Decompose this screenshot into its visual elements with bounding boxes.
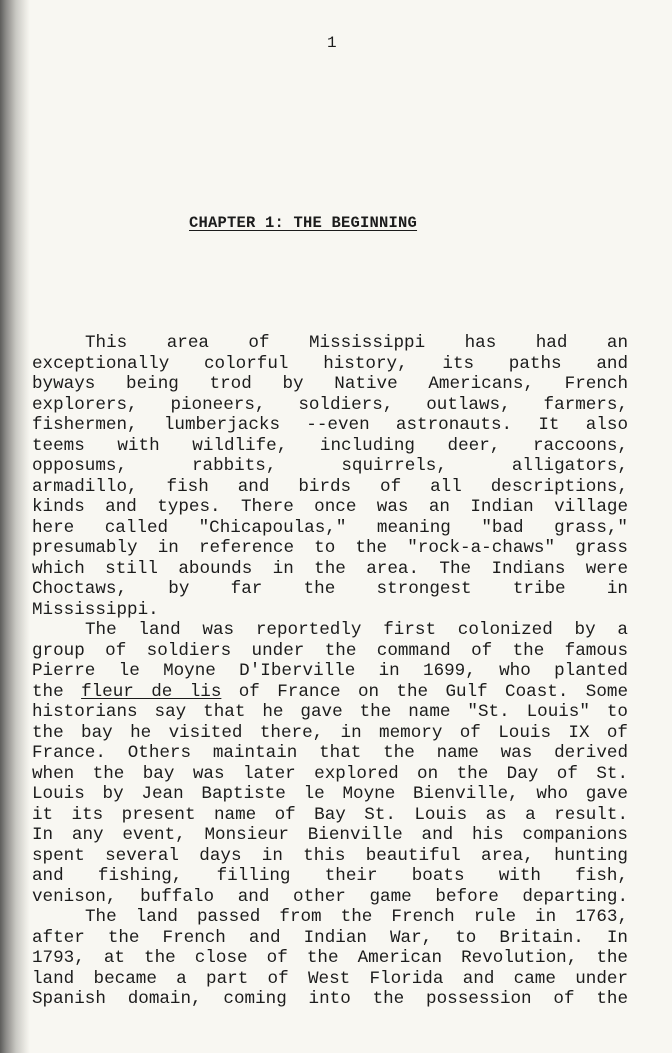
text-line: spent several days in this beautiful area, hunting — [32, 845, 628, 866]
text-line: The land was reportedly first colonized by a — [85, 620, 628, 640]
line-prefix: the — [32, 681, 64, 702]
text-line: 1793, at the close of the American Revolution, the — [32, 948, 628, 968]
text-line: opposums, rabbits, squirrels, alligators, — [32, 456, 628, 476]
text-line-fleur-de-lis — [32, 682, 628, 703]
text-line: after the French and Indian War, to Britain. In — [32, 927, 628, 948]
text-line: which still abounds in the area. The Indians were — [32, 558, 628, 579]
text-line: and fishing, filling their boats with fish, — [32, 866, 628, 886]
text-line: In any event, Monsieur Bienville and his companions — [32, 825, 628, 845]
page-number: 1 — [327, 34, 337, 52]
text-line: This area of Mississippi has had an — [85, 333, 628, 353]
text-line: Spanish domain, coming into the possession of the — [32, 989, 628, 1009]
text-line: group of soldiers under the command of the famous — [32, 640, 628, 661]
body-text — [32, 333, 628, 1010]
underlined-phrase: fleur de lis — [81, 681, 222, 702]
text-line: presumably in reference to the "rock-a-chaws" grass — [32, 538, 628, 558]
text-line: land became a part of West Florida and came under — [32, 968, 628, 989]
binding-shadow — [0, 0, 30, 1053]
text-line: venison, buffalo and other game before departing. — [32, 886, 628, 907]
chapter-title: CHAPTER 1: THE BEGINNING — [189, 214, 418, 232]
text-line: historians say that he gave the name "St. Louis" to — [32, 702, 628, 722]
text-line: France. Others maintain that the name was derived — [32, 743, 628, 763]
text-line: the bay he visited there, in memory of Louis IX of — [32, 722, 628, 743]
text-line: it its present name of Bay St. Louis as a result. — [32, 804, 628, 825]
text-line: when the bay was later explored on the Day of St. — [32, 763, 628, 784]
text-line: Mississippi. — [32, 599, 159, 620]
text-line: Pierre le Moyne D'Iberville in 1699, who planted — [32, 661, 628, 681]
text-line: kinds and types. There once was an Indian village — [32, 497, 628, 517]
text-line: here called "Chicapoulas," meaning "bad grass," — [32, 517, 628, 538]
text-line: teems with wildlife, including deer, raccoons, — [32, 435, 628, 456]
text-line: Choctaws, by far the strongest tribe in — [32, 579, 628, 599]
line-rest: of France on the Gulf Coast. Some — [238, 681, 629, 702]
text-line: explorers, pioneers, soldiers, outlaws, farmers, — [32, 394, 628, 415]
text-line: exceptionally colorful history, its paths and — [32, 353, 628, 374]
text-line: The land passed from the French rule in 1763, — [85, 907, 628, 927]
text-line: byways being trod by Native Americans, French — [32, 374, 628, 394]
text-line: armadillo, fish and birds of all descriptions, — [32, 476, 628, 497]
text-line: Louis by Jean Baptiste le Moyne Bienville, who gave — [32, 784, 628, 804]
text-line: fishermen, lumberjacks --even astronauts. It also — [32, 415, 628, 435]
